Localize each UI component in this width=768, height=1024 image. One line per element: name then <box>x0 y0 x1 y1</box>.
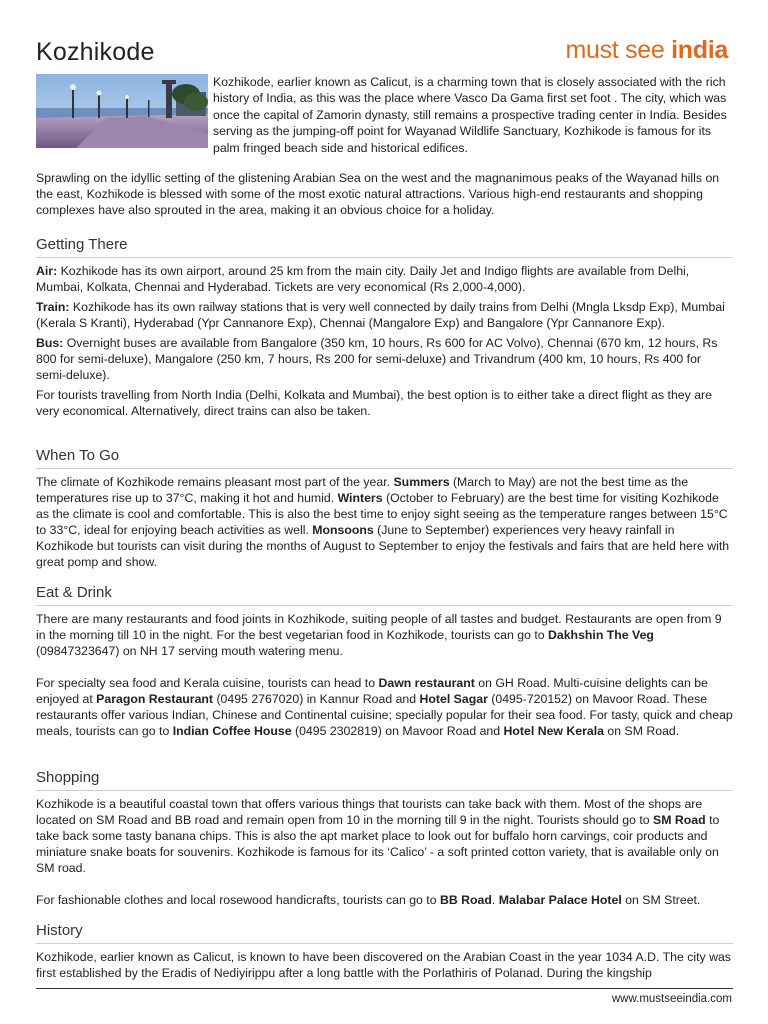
section-history <box>36 922 733 981</box>
restaurants-text-1: There are many restaurants and food joints in Kozhikode, suiting people of all tastes and budget. Restaurants are open from 9 in the morning till 10 in the night. For the best vegetarian food in Kozhikode, tourists can go to <box>36 612 722 642</box>
seafood-text-5: (0495 2302819) on Mavoor Road and <box>291 724 504 738</box>
hotel-new-kerala-name: Hotel New Kerala <box>503 724 604 738</box>
heading-history: History <box>36 922 733 944</box>
restaurants-paragraph <box>36 611 733 659</box>
climate-paragraph <box>36 474 733 570</box>
bb-road-name: BB Road <box>439 893 492 907</box>
brand-logo-regular: must see <box>565 36 672 64</box>
dawn-restaurant-name: Dawn restaurant <box>378 676 475 690</box>
fashion-text-1: For fashionable clothes and local rosewood handicrafts, tourists can go to <box>36 893 440 907</box>
intro-text-2: Sprawling on the idyllic setting of the glistening Arabian Sea on the west and the magnanimous peaks of the Wayanad hills on the east, Kozhikode is blessed with some of the most exotic natural attractions. Various high-end restaurants and shopping complexes have also sprouted in the area, making it an obvious choice for a holiday. <box>36 171 720 217</box>
seafood-text-2: on GH Road. Multi-cuisine delights can be enjoyed at <box>36 676 708 706</box>
brand-logo[interactable] <box>565 36 728 65</box>
history-paragraph: Kozhikode, earlier known as Calicut, is known to have been discovered on the Arabian Coast in the year 1034 A.D. The city was first established by the Eradis of Nediyirippu after a long battle with the Porlathiris of Polanad. During the kingship <box>36 950 731 980</box>
summers-label: Summers <box>393 475 450 489</box>
indian-coffee-house-name: Indian Coffee House <box>172 724 292 738</box>
seafood-paragraph <box>36 675 733 739</box>
bus-text: Overnight buses are available from Bangalore (350 km, 10 hours, Rs 600 for AC Volvo), Chennai (670 km, 12 hours, Rs 800 for semi-deluxe), Mangalore (250 km, 7 hours, Rs 200 for semi-deluxe) and Trivandrum (400 km, 10 hours, Rs 400 for semi-deluxe). <box>36 336 718 382</box>
heading-shopping: Shopping <box>36 769 733 791</box>
climate-text-3: (October to February) are the best time for visiting Kozhikode as the climate is cool and comfortable. This is also the best time to enjoy sight seeing as the temperature ranges between 15°C to 33°C, ideal for enjoying beach activities as well. <box>36 491 728 537</box>
intro-paragraph-2 <box>36 170 733 218</box>
city-photo <box>36 74 208 148</box>
shopping-text-2: to take back some tasty banana chips. This is also the apt market place to look out for buffalo horn carvings, coir products and miniature snake boats for souvenirs. Kozhikode is famous for its ‘Calico’ - a soft printed cotton variety, that is available only on SM road. <box>36 813 720 875</box>
heading-getting-there: Getting There <box>36 236 733 258</box>
brand-logo-bold: india <box>671 36 728 64</box>
footer-divider <box>36 988 733 989</box>
train-text: Kozhikode has its own railway stations that is very well connected by daily trains from Delhi (Mngla Lksdp Exp), Mumbai (Kerala S Kranti), Hyderabad (Ypr Cannanore Exp), Chennai (Mangalore Exp) and Bangalore (Ypr Cannanore Exp). <box>36 300 725 330</box>
seafood-text-1: For specialty sea food and Kerala cuisine, tourists can head to <box>36 676 379 690</box>
malabar-palace-name: Malabar Palace Hotel <box>498 893 622 907</box>
train-paragraph <box>36 299 733 331</box>
shopping-paragraph <box>36 796 733 876</box>
footer-url-link[interactable]: www.mustseeindia.com <box>611 993 732 1005</box>
page-title: Kozhikode <box>36 38 155 66</box>
section-shopping <box>36 769 733 908</box>
seafood-text-4: (0495-720152) on Mavoor Road. These restaurants offer various Indian, Chinese and Continental cuisine; specially popular for their sea food. For tasty, quick and cheap meals, tourists can go to <box>36 692 733 738</box>
hotel-sagar-name: Hotel Sagar <box>419 692 488 706</box>
climate-text-1: The climate of Kozhikode remains pleasant most part of the year. <box>36 475 394 489</box>
bus-paragraph <box>36 335 733 383</box>
heading-when-to-go: When To Go <box>36 447 733 469</box>
fashion-text-2: . <box>491 893 499 907</box>
monsoons-label: Monsoons <box>312 523 374 537</box>
air-label: Air: <box>36 264 58 278</box>
dakhshin-name: Dakhshin The Veg <box>548 628 654 642</box>
restaurants-text-2: (09847323647) on NH 17 serving mouth watering menu. <box>36 644 343 658</box>
intro-paragraph: Kozhikode, earlier known as Calicut, is a charming town that is closely associated with the rich history of India, as this was the place where Vasco Da Gama first set foot . The city, which was once the capital of Zamorin dynasty, still remains a prospective trading center in India. Besides serving as the jumping-off point for Wayanad Wildlife Sanctuary, Kozhikode is famous for its palm fringed beach side and historical edifices. <box>213 75 727 155</box>
bus-label: Bus: <box>36 336 64 350</box>
fashion-text-3: on SM Street. <box>621 893 701 907</box>
seafood-text-3: (0495 2767020) in Kannur Road and <box>213 692 420 706</box>
seafood-text-6: on SM Road. <box>604 724 680 738</box>
train-label: Train: <box>36 300 70 314</box>
section-eat-drink <box>36 584 733 739</box>
climate-text-4: (June to September) experiences very heavy rainfall in Kozhikode but tourists can visit during the months of August to September to enjoy the festivals and fairs that are held here with great pomp and show. <box>36 523 730 569</box>
winters-label: Winters <box>337 491 383 505</box>
section-when-to-go <box>36 447 733 570</box>
fashion-paragraph <box>36 892 733 908</box>
heading-eat-drink: Eat & Drink <box>36 584 733 606</box>
climate-text-2: (March to May) are not the best time as the temperatures rise up to 37°C, making it hot and humid. <box>36 475 689 505</box>
shopping-text-1: Kozhikode is a beautiful coastal town that offers various things that tourists can take back with them. Most of the shops are located on SM Road and BB road and remain open from 10 in the morning till 9 in the night. Tourists should go to <box>36 797 703 827</box>
sm-road-name: SM Road <box>653 813 706 827</box>
north-india-note: For tourists travelling from North India (Delhi, Kolkata and Mumbai), the best option is to either take a direct flight as they are very economical. Alternatively, direct trains can also be taken. <box>36 388 712 418</box>
air-paragraph <box>36 263 733 295</box>
air-text: Kozhikode has its own airport, around 25 km from the main city. Daily Jet and Indigo flights are available from Delhi, Mumbai, Kolkata, Chennai and Hyderabad. Tickets are very economical (Rs 2,000-4,000). <box>36 264 690 294</box>
paragon-restaurant-name: Paragon Restaurant <box>96 692 214 706</box>
section-getting-there <box>36 236 733 419</box>
